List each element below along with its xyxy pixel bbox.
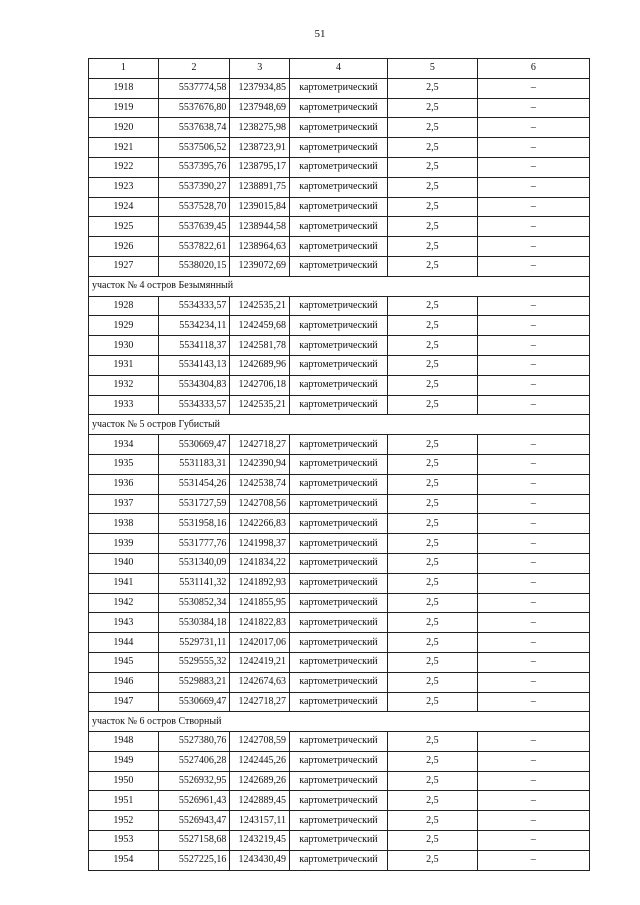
table-cell-col6: – — [477, 375, 589, 395]
table-cell-col1: 1919 — [89, 98, 159, 118]
table-cell-col4: картометрический — [289, 316, 387, 336]
table-cell-col6: – — [477, 831, 589, 851]
table-row — [89, 336, 590, 356]
table-cell-col6: – — [477, 474, 589, 494]
table-cell-col3: 1242535,21 — [230, 296, 290, 316]
table-row — [89, 138, 590, 158]
table-row — [89, 553, 590, 573]
table-cell-col2: 5534304,83 — [158, 375, 230, 395]
table-cell-col5: 2,5 — [387, 454, 477, 474]
table-cell-col5: 2,5 — [387, 633, 477, 653]
table-row — [89, 98, 590, 118]
table-cell-col5: 2,5 — [387, 494, 477, 514]
table-cell-col6: – — [477, 395, 589, 415]
table-cell-col4: картометрический — [289, 78, 387, 98]
table-cell-col2: 5531340,09 — [158, 553, 230, 573]
table-cell-col2: 5529731,11 — [158, 633, 230, 653]
table-cell-col3: 1242459,68 — [230, 316, 290, 336]
table-cell-col3: 1242689,26 — [230, 771, 290, 791]
table-cell-col3: 1237948,69 — [230, 98, 290, 118]
table-cell-col2: 5537822,61 — [158, 237, 230, 257]
table-cell-col5: 2,5 — [387, 732, 477, 752]
table-cell-col4: картометрический — [289, 850, 387, 870]
section-row — [89, 712, 590, 732]
table-row — [89, 375, 590, 395]
table-cell-col4: картометрический — [289, 613, 387, 633]
table-cell-col4: картометрический — [289, 435, 387, 455]
table-cell-col2: 5527406,28 — [158, 751, 230, 771]
table-cell-col3: 1238944,58 — [230, 217, 290, 237]
table-header-row — [89, 59, 590, 79]
table-row — [89, 652, 590, 672]
table-cell-col1: 1927 — [89, 256, 159, 276]
table-row — [89, 177, 590, 197]
section-title: участок № 5 остров Губистый — [89, 415, 590, 435]
table-cell-col6: – — [477, 197, 589, 217]
table-cell-col1: 1948 — [89, 732, 159, 752]
table-cell-col5: 2,5 — [387, 138, 477, 158]
table-row — [89, 316, 590, 336]
table-cell-col2: 5527225,16 — [158, 850, 230, 870]
table-cell-col4: картометрический — [289, 355, 387, 375]
table-cell-col6: – — [477, 850, 589, 870]
table-cell-col1: 1934 — [89, 435, 159, 455]
table-cell-col2: 5530669,47 — [158, 435, 230, 455]
table-cell-col2: 5531727,59 — [158, 494, 230, 514]
table-cell-col6: – — [477, 613, 589, 633]
table-cell-col2: 5537528,70 — [158, 197, 230, 217]
table-cell-col3: 1242419,21 — [230, 652, 290, 672]
table-cell-col6: – — [477, 514, 589, 534]
table-cell-col6: – — [477, 177, 589, 197]
table-cell-col4: картометрический — [289, 157, 387, 177]
table-cell-col3: 1242674,63 — [230, 672, 290, 692]
table-cell-col1: 1918 — [89, 78, 159, 98]
table-cell-col6: – — [477, 553, 589, 573]
table-cell-col4: картометрический — [289, 771, 387, 791]
table-row — [89, 672, 590, 692]
table-cell-col4: картометрический — [289, 672, 387, 692]
table-cell-col6: – — [477, 454, 589, 474]
table-cell-col1: 1953 — [89, 831, 159, 851]
table-cell-col2: 5538020,15 — [158, 256, 230, 276]
table-row — [89, 78, 590, 98]
table-row — [89, 435, 590, 455]
table-cell-col4: картометрический — [289, 177, 387, 197]
table-cell-col4: картометрический — [289, 791, 387, 811]
table-cell-col5: 2,5 — [387, 652, 477, 672]
table-cell-col3: 1242538,74 — [230, 474, 290, 494]
table-cell-col2: 5527380,76 — [158, 732, 230, 752]
table-row — [89, 474, 590, 494]
table-cell-col4: картометрический — [289, 553, 387, 573]
table-cell-col6: – — [477, 355, 589, 375]
table-cell-col4: картометрический — [289, 375, 387, 395]
table-cell-col1: 1949 — [89, 751, 159, 771]
table-cell-col3: 1238275,98 — [230, 118, 290, 138]
table-cell-col2: 5529555,32 — [158, 652, 230, 672]
table-cell-col6: – — [477, 316, 589, 336]
table-cell-col4: картометрический — [289, 138, 387, 158]
column-header-4: 4 — [289, 59, 387, 79]
table-cell-col3: 1242581,78 — [230, 336, 290, 356]
table-cell-col4: картометрический — [289, 454, 387, 474]
column-header-6: 6 — [477, 59, 589, 79]
table-cell-col5: 2,5 — [387, 573, 477, 593]
table-cell-col3: 1242889,45 — [230, 791, 290, 811]
table-cell-col3: 1241822,83 — [230, 613, 290, 633]
table-row — [89, 593, 590, 613]
table-cell-col5: 2,5 — [387, 672, 477, 692]
table-cell-col3: 1242266,83 — [230, 514, 290, 534]
column-header-2: 2 — [158, 59, 230, 79]
table-cell-col1: 1951 — [89, 791, 159, 811]
table-row — [89, 157, 590, 177]
table-cell-col1: 1935 — [89, 454, 159, 474]
table-cell-col3: 1242708,56 — [230, 494, 290, 514]
table-cell-col2: 5530669,47 — [158, 692, 230, 712]
table-cell-col3: 1243157,11 — [230, 811, 290, 831]
table-cell-col4: картометрический — [289, 494, 387, 514]
table-cell-col6: – — [477, 811, 589, 831]
table-cell-col1: 1920 — [89, 118, 159, 138]
table-row — [89, 494, 590, 514]
table-cell-col6: – — [477, 672, 589, 692]
table-cell-col3: 1238723,91 — [230, 138, 290, 158]
table-cell-col5: 2,5 — [387, 78, 477, 98]
table-cell-col2: 5531958,16 — [158, 514, 230, 534]
column-header-1: 1 — [89, 59, 159, 79]
coordinates-table — [88, 58, 590, 871]
table-cell-col5: 2,5 — [387, 395, 477, 415]
table-cell-col1: 1922 — [89, 157, 159, 177]
table-cell-col3: 1238891,75 — [230, 177, 290, 197]
table-cell-col4: картометрический — [289, 118, 387, 138]
table-cell-col1: 1945 — [89, 652, 159, 672]
table-cell-col6: – — [477, 692, 589, 712]
table-cell-col1: 1921 — [89, 138, 159, 158]
table-cell-col5: 2,5 — [387, 355, 477, 375]
table-row — [89, 197, 590, 217]
table-cell-col1: 1924 — [89, 197, 159, 217]
table-cell-col4: картометрический — [289, 831, 387, 851]
table-cell-col1: 1931 — [89, 355, 159, 375]
table-cell-col3: 1242689,96 — [230, 355, 290, 375]
table-body — [89, 59, 590, 871]
table-cell-col1: 1926 — [89, 237, 159, 257]
table-cell-col3: 1243219,45 — [230, 831, 290, 851]
table-cell-col5: 2,5 — [387, 850, 477, 870]
table-cell-col5: 2,5 — [387, 474, 477, 494]
column-header-5: 5 — [387, 59, 477, 79]
table-cell-col1: 1928 — [89, 296, 159, 316]
table-cell-col4: картометрический — [289, 98, 387, 118]
section-title: участок № 4 остров Безымянный — [89, 276, 590, 296]
table-cell-col4: картометрический — [289, 633, 387, 653]
table-cell-col3: 1241998,37 — [230, 534, 290, 554]
table-row — [89, 573, 590, 593]
table-cell-col6: – — [477, 118, 589, 138]
table-cell-col2: 5537390,27 — [158, 177, 230, 197]
table-cell-col1: 1932 — [89, 375, 159, 395]
table-cell-col3: 1242017,06 — [230, 633, 290, 653]
table-cell-col1: 1925 — [89, 217, 159, 237]
table-cell-col3: 1241855,95 — [230, 593, 290, 613]
table-cell-col6: – — [477, 534, 589, 554]
table-cell-col1: 1933 — [89, 395, 159, 415]
table-cell-col1: 1930 — [89, 336, 159, 356]
section-row — [89, 276, 590, 296]
table-cell-col1: 1942 — [89, 593, 159, 613]
table-cell-col2: 5530852,34 — [158, 593, 230, 613]
table-cell-col5: 2,5 — [387, 751, 477, 771]
table-cell-col2: 5537639,45 — [158, 217, 230, 237]
table-cell-col1: 1941 — [89, 573, 159, 593]
table-cell-col1: 1943 — [89, 613, 159, 633]
table-cell-col5: 2,5 — [387, 593, 477, 613]
table-cell-col3: 1242445,26 — [230, 751, 290, 771]
table-cell-col2: 5531454,26 — [158, 474, 230, 494]
table-cell-col2: 5534234,11 — [158, 316, 230, 336]
table-cell-col2: 5526961,43 — [158, 791, 230, 811]
table-cell-col2: 5526932,95 — [158, 771, 230, 791]
table-cell-col5: 2,5 — [387, 336, 477, 356]
table-cell-col5: 2,5 — [387, 771, 477, 791]
table-row — [89, 534, 590, 554]
table-cell-col5: 2,5 — [387, 831, 477, 851]
table-cell-col1: 1952 — [89, 811, 159, 831]
table-row — [89, 850, 590, 870]
table-cell-col4: картометрический — [289, 474, 387, 494]
table-cell-col1: 1937 — [89, 494, 159, 514]
table-cell-col2: 5526943,47 — [158, 811, 230, 831]
table-cell-col6: – — [477, 751, 589, 771]
table-cell-col2: 5527158,68 — [158, 831, 230, 851]
table-cell-col1: 1947 — [89, 692, 159, 712]
table-cell-col2: 5531183,31 — [158, 454, 230, 474]
table-cell-col5: 2,5 — [387, 237, 477, 257]
table-cell-col5: 2,5 — [387, 296, 477, 316]
table-cell-col3: 1242718,27 — [230, 692, 290, 712]
table-cell-col5: 2,5 — [387, 692, 477, 712]
table-cell-col5: 2,5 — [387, 316, 477, 336]
table-row — [89, 355, 590, 375]
table-row — [89, 692, 590, 712]
table-cell-col1: 1929 — [89, 316, 159, 336]
table-row — [89, 454, 590, 474]
table-cell-col4: картометрический — [289, 732, 387, 752]
table-cell-col1: 1936 — [89, 474, 159, 494]
table-cell-col5: 2,5 — [387, 256, 477, 276]
table-cell-col5: 2,5 — [387, 553, 477, 573]
table-cell-col3: 1238964,63 — [230, 237, 290, 257]
table-cell-col3: 1242708,59 — [230, 732, 290, 752]
table-cell-col6: – — [477, 157, 589, 177]
table-row — [89, 811, 590, 831]
table-cell-col4: картометрический — [289, 751, 387, 771]
table-cell-col4: картометрический — [289, 514, 387, 534]
table-row — [89, 296, 590, 316]
table-cell-col5: 2,5 — [387, 177, 477, 197]
table-row — [89, 217, 590, 237]
table-cell-col6: – — [477, 296, 589, 316]
table-cell-col5: 2,5 — [387, 197, 477, 217]
table-cell-col4: картометрический — [289, 197, 387, 217]
table-cell-col6: – — [477, 78, 589, 98]
table-cell-col2: 5534333,57 — [158, 296, 230, 316]
page-number: 51 — [314, 28, 326, 40]
table-cell-col3: 1242535,21 — [230, 395, 290, 415]
table-cell-col6: – — [477, 237, 589, 257]
table-cell-col5: 2,5 — [387, 534, 477, 554]
table-cell-col3: 1242718,27 — [230, 435, 290, 455]
table-cell-col2: 5537395,76 — [158, 157, 230, 177]
table-row — [89, 514, 590, 534]
table-cell-col6: – — [477, 336, 589, 356]
table-cell-col5: 2,5 — [387, 791, 477, 811]
table-row — [89, 256, 590, 276]
table-cell-col4: картометрический — [289, 217, 387, 237]
table-cell-col3: 1241834,22 — [230, 553, 290, 573]
table-cell-col1: 1950 — [89, 771, 159, 791]
table-cell-col5: 2,5 — [387, 435, 477, 455]
table-row — [89, 237, 590, 257]
table-cell-col5: 2,5 — [387, 157, 477, 177]
table-cell-col6: – — [477, 791, 589, 811]
table-cell-col5: 2,5 — [387, 98, 477, 118]
table-cell-col2: 5534118,37 — [158, 336, 230, 356]
table-cell-col5: 2,5 — [387, 217, 477, 237]
table-cell-col4: картометрический — [289, 336, 387, 356]
table-row — [89, 771, 590, 791]
table-cell-col6: – — [477, 593, 589, 613]
table-cell-col2: 5537638,74 — [158, 118, 230, 138]
table-cell-col3: 1237934,85 — [230, 78, 290, 98]
table-cell-col6: – — [477, 98, 589, 118]
table-cell-col5: 2,5 — [387, 375, 477, 395]
table-cell-col4: картометрический — [289, 692, 387, 712]
table-cell-col4: картометрический — [289, 573, 387, 593]
table-cell-col3: 1242390,94 — [230, 454, 290, 474]
table-cell-col6: – — [477, 217, 589, 237]
column-header-3: 3 — [230, 59, 290, 79]
table-cell-col5: 2,5 — [387, 514, 477, 534]
table-cell-col4: картометрический — [289, 395, 387, 415]
table-cell-col1: 1940 — [89, 553, 159, 573]
table-cell-col6: – — [477, 138, 589, 158]
table-cell-col6: – — [477, 494, 589, 514]
table-cell-col6: – — [477, 633, 589, 653]
table-cell-col3: 1238795,17 — [230, 157, 290, 177]
table-row — [89, 395, 590, 415]
table-row — [89, 118, 590, 138]
table-row — [89, 613, 590, 633]
table-cell-col1: 1946 — [89, 672, 159, 692]
table-row — [89, 732, 590, 752]
table-cell-col4: картометрический — [289, 237, 387, 257]
table-cell-col2: 5537506,52 — [158, 138, 230, 158]
table-row — [89, 751, 590, 771]
table-cell-col1: 1944 — [89, 633, 159, 653]
table-cell-col2: 5537676,80 — [158, 98, 230, 118]
table-cell-col5: 2,5 — [387, 613, 477, 633]
table-cell-col2: 5530384,18 — [158, 613, 230, 633]
table-cell-col3: 1243430,49 — [230, 850, 290, 870]
table-row — [89, 831, 590, 851]
table-cell-col5: 2,5 — [387, 811, 477, 831]
table-cell-col3: 1241892,93 — [230, 573, 290, 593]
table-cell-col3: 1239072,69 — [230, 256, 290, 276]
table-cell-col6: – — [477, 771, 589, 791]
table-cell-col2: 5534333,57 — [158, 395, 230, 415]
table-cell-col6: – — [477, 652, 589, 672]
table-cell-col1: 1954 — [89, 850, 159, 870]
table-cell-col3: 1239015,84 — [230, 197, 290, 217]
table-cell-col5: 2,5 — [387, 118, 477, 138]
table-cell-col2: 5531141,32 — [158, 573, 230, 593]
table-cell-col4: картометрический — [289, 296, 387, 316]
table-cell-col6: – — [477, 573, 589, 593]
table-cell-col4: картометрический — [289, 256, 387, 276]
table-cell-col6: – — [477, 256, 589, 276]
table-cell-col4: картометрический — [289, 652, 387, 672]
table-cell-col1: 1938 — [89, 514, 159, 534]
table-cell-col1: 1939 — [89, 534, 159, 554]
table-cell-col3: 1242706,18 — [230, 375, 290, 395]
table-cell-col4: картометрический — [289, 811, 387, 831]
table-cell-col6: – — [477, 732, 589, 752]
table-row — [89, 791, 590, 811]
table-cell-col6: – — [477, 435, 589, 455]
table-cell-col2: 5531777,76 — [158, 534, 230, 554]
section-row — [89, 415, 590, 435]
table-row — [89, 633, 590, 653]
table-cell-col4: картометрический — [289, 534, 387, 554]
section-title: участок № 6 остров Створный — [89, 712, 590, 732]
table-cell-col2: 5529883,21 — [158, 672, 230, 692]
table-cell-col2: 5537774,58 — [158, 78, 230, 98]
table-cell-col1: 1923 — [89, 177, 159, 197]
table-cell-col2: 5534143,13 — [158, 355, 230, 375]
table-cell-col4: картометрический — [289, 593, 387, 613]
